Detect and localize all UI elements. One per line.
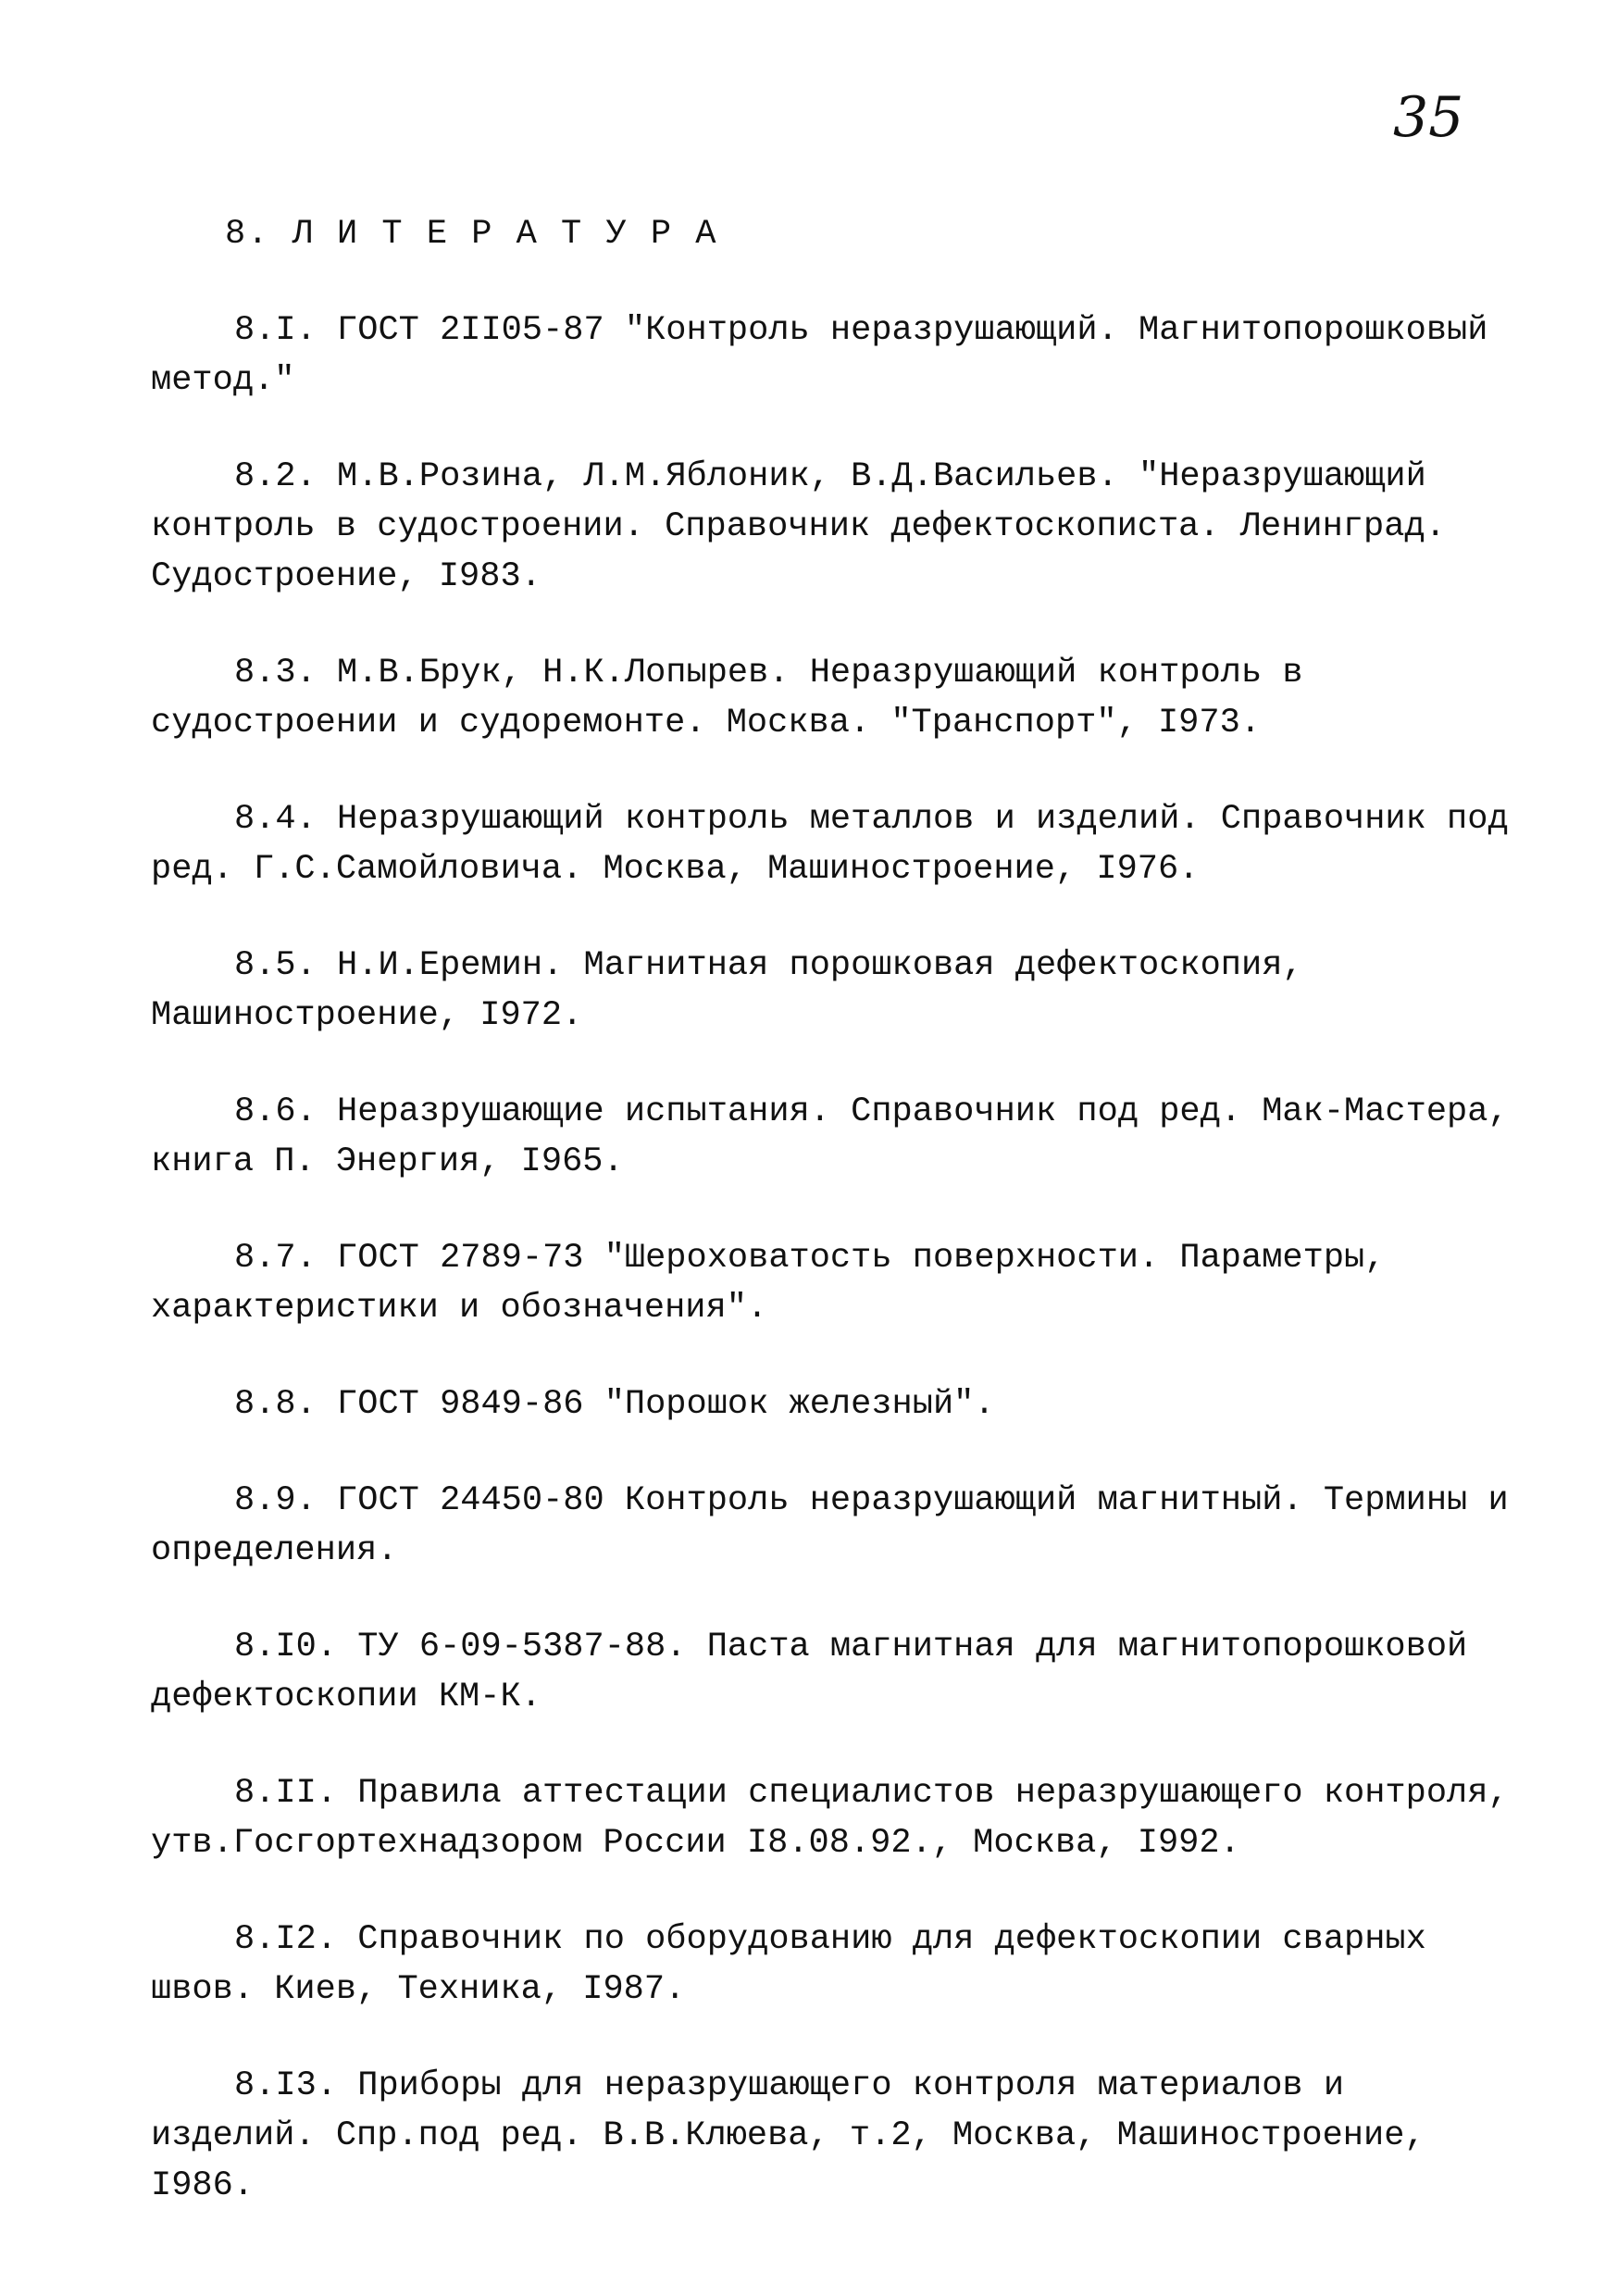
reference-item [151,1233,1521,1333]
reference-text: Справочник по оборудованию для дефектоскопии сварных швов. Киев, Техника, I987. [151,1920,1426,2009]
reference-number: 8.9. [234,1481,317,1520]
reference-item [151,1476,1521,1576]
reference-item [151,794,1521,894]
reference-item [151,452,1521,602]
reference-text: Правила аттестации специалистов неразрушающего контроля, утв.Госгортехнадзором России I8.08.92., Москва, I992. [151,1774,1509,1863]
reference-item [151,1915,1521,2015]
reference-text: ГОСТ 24450-80 Контроль неразрушающий магнитный. Термины и определения. [151,1481,1509,1570]
section-title: 8. Л И Т Е Р А Т У Р А [225,215,718,254]
reference-text: ГОСТ 9849-86 "Порошок железный". [337,1385,995,1424]
reference-item [151,2061,1521,2211]
reference-text: М.В.Брук, Н.К.Лопырев. Неразрушающий контроль в судостроении и судоремонте. Москва. "Транспорт", I973. [151,654,1303,742]
reference-item [151,1768,1521,1868]
reference-item [151,306,1521,406]
reference-number: 8.I0. [234,1628,338,1666]
reference-number: 8.8. [234,1385,317,1424]
reference-number: 8.6. [234,1092,317,1131]
reference-item [151,1087,1521,1187]
reference-text: ГОСТ 2II05-87 "Контроль неразрушающий. Магнитопорошковый метод." [151,311,1488,400]
reference-text: Н.И.Еремин. Магнитная порошковая дефектоскопия, Машиностроение, I972. [151,946,1303,1035]
reference-text: Приборы для неразрушающего контроля материалов и изделий. Спр.под ред. В.В.Клюева, т.2, Москва, Машиностроение, I986. [151,2066,1425,2205]
reference-item [151,1379,1521,1429]
reference-text: М.В.Розина, Л.М.Яблоник, В.Д.Васильев. "Неразрушающий контроль в судостроении. Справочник дефектоскописта. Ленинград. Судостроение, I983. [151,457,1446,596]
reference-text: Неразрушающий контроль металлов и изделий. Справочник под ред. Г.С.Самойловича. Москва, Машиностроение, I976. [151,800,1509,889]
reference-text: ТУ 6-09-5387-88. Паста магнитная для магнитопорошковой дефектоскопии КМ-К. [151,1628,1468,1716]
reference-item [151,648,1521,748]
reference-item [151,941,1521,1041]
page-number: 35 [1393,85,1464,150]
reference-item [151,1622,1521,1722]
reference-number: 8.I3. [234,2066,338,2105]
reference-text: Неразрушающие испытания. Справочник под ред. Мак-Мастера, книга П. Энергия, I965. [151,1092,1509,1181]
reference-text: ГОСТ 2789-73 "Шероховатость поверхности. Параметры, характеристики и обозначения". [151,1239,1386,1328]
reference-list [151,306,1521,2257]
reference-number: 8.7. [234,1239,317,1278]
reference-number: 8.I. [234,311,317,350]
reference-number: 8.2. [234,457,317,496]
reference-number: 8.3. [234,654,317,693]
reference-number: 8.I2. [234,1920,338,1959]
reference-number: 8.5. [234,946,317,985]
reference-number: 8.4. [234,800,317,839]
reference-number: 8.II. [234,1774,338,1813]
